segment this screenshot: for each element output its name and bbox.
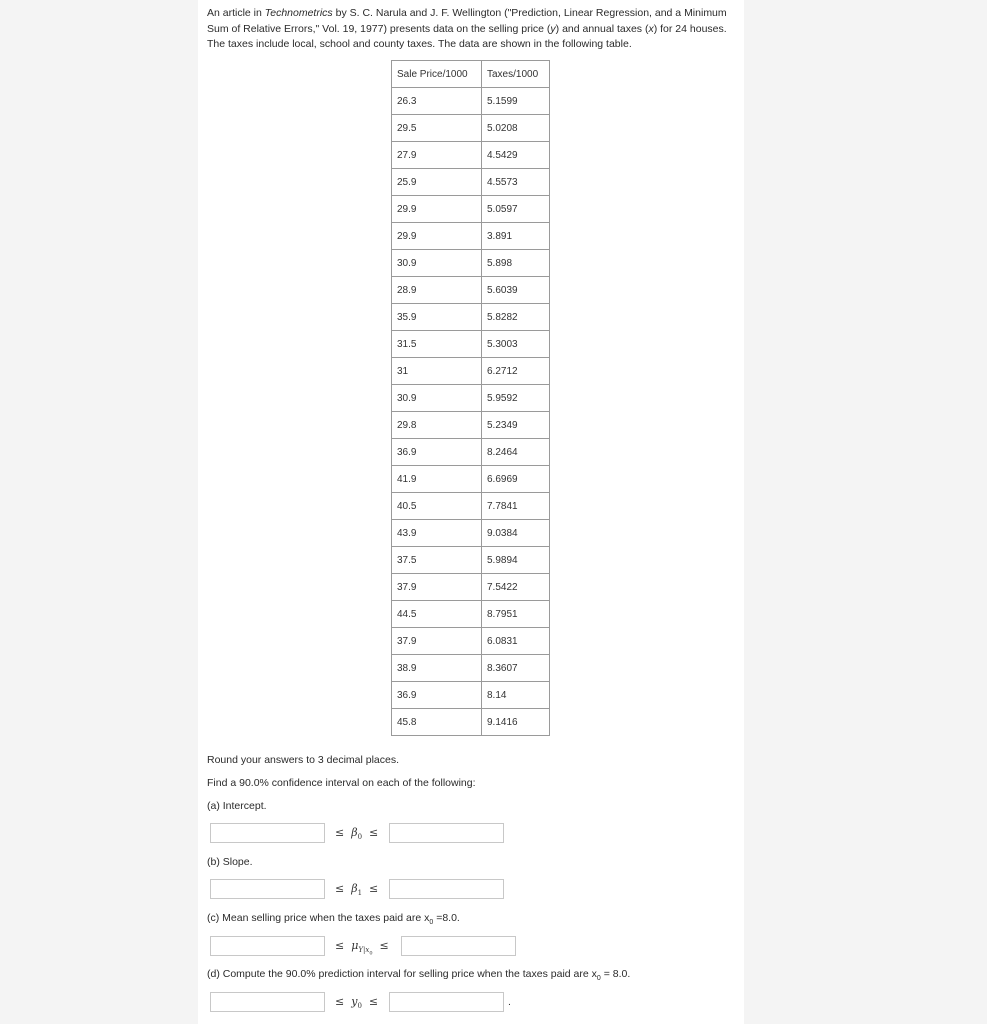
table-row <box>392 88 550 115</box>
table-row <box>392 115 550 142</box>
taxes-cell: 4.5573 <box>482 169 550 196</box>
table-row <box>392 412 550 439</box>
sale-price-cell: 40.5 <box>392 493 482 520</box>
taxes-cell: 6.6969 <box>482 466 550 493</box>
sale-price-cell: 41.9 <box>392 466 482 493</box>
le-symbol: ≤ <box>335 882 345 895</box>
table-row <box>392 709 550 736</box>
var-y: y <box>550 22 556 35</box>
part-c-label <box>207 912 460 926</box>
mu-subsubscript: 0 <box>369 950 373 957</box>
le-symbol: ≤ <box>379 939 389 952</box>
mu-subscript-text: Y|x <box>358 946 370 955</box>
part-a-label: (a) Intercept. <box>207 800 267 812</box>
sale-price-cell: 29.8 <box>392 412 482 439</box>
sale-price-cell: 31 <box>392 358 482 385</box>
prediction-upper-input[interactable] <box>389 992 504 1012</box>
taxes-cell: 4.5429 <box>482 142 550 169</box>
beta1-symbol: β <box>351 882 358 895</box>
part-b-label: (b) Slope. <box>207 856 253 868</box>
taxes-cell: 5.8282 <box>482 304 550 331</box>
taxes-cell: 5.9894 <box>482 547 550 574</box>
sale-price-cell: 36.9 <box>392 682 482 709</box>
table-row <box>392 277 550 304</box>
header-sale-price: Sale Price/1000 <box>392 61 482 88</box>
table-row <box>392 655 550 682</box>
y0-symbol: y <box>351 995 358 1008</box>
sale-price-cell: 37.9 <box>392 628 482 655</box>
taxes-cell: 7.5422 <box>482 574 550 601</box>
trailing-period: . <box>508 996 511 1008</box>
taxes-cell: 5.2349 <box>482 412 550 439</box>
sale-price-cell: 44.5 <box>392 601 482 628</box>
le-symbol: ≤ <box>335 826 345 839</box>
sale-price-cell: 29.5 <box>392 115 482 142</box>
table-row <box>392 385 550 412</box>
header-taxes: Taxes/1000 <box>482 61 550 88</box>
sale-price-cell: 37.5 <box>392 547 482 574</box>
taxes-cell: 8.14 <box>482 682 550 709</box>
intercept-inequality <box>335 826 378 841</box>
taxes-cell: 9.0384 <box>482 520 550 547</box>
taxes-cell: 8.7951 <box>482 601 550 628</box>
mu-subscript <box>358 946 373 957</box>
slope-upper-input[interactable] <box>389 879 504 899</box>
sale-price-cell: 28.9 <box>392 277 482 304</box>
taxes-cell: 5.3003 <box>482 331 550 358</box>
round-instruction: Round your answers to 3 decimal places. <box>207 754 400 766</box>
part-c-text: (c) Mean selling price when the taxes paid are x <box>207 912 430 924</box>
part-c-x-subscript: 0 <box>429 919 434 927</box>
intro-paragraph <box>207 6 737 53</box>
table-header-row <box>392 61 550 88</box>
problem-intro <box>207 6 737 53</box>
taxes-cell: 6.0831 <box>482 628 550 655</box>
part-d-text-end: = 8.0. <box>600 968 631 980</box>
intro-text-2: by S. C. Narula and J. F. Wellington ("Prediction, Linear Regression, and a Minimum Sum of Relative Errors," Vol. 19, 1977) presents data on the selling price ( <box>207 7 727 35</box>
prediction-inequality <box>335 995 378 1010</box>
table-row <box>392 466 550 493</box>
le-symbol: ≤ <box>369 826 379 839</box>
slope-inequality <box>335 882 378 897</box>
table-row <box>392 520 550 547</box>
taxes-cell: 7.7841 <box>482 493 550 520</box>
taxes-cell: 5.898 <box>482 250 550 277</box>
var-x: x <box>648 22 654 35</box>
taxes-cell: 8.2464 <box>482 439 550 466</box>
slope-lower-input[interactable] <box>210 879 325 899</box>
beta0-subscript: 0 <box>357 833 363 842</box>
intercept-upper-input[interactable] <box>389 823 504 843</box>
intro-text-4: ) for 24 houses. The taxes include local, school and county taxes. The data are shown in the following table. <box>207 22 727 50</box>
sale-price-cell: 29.9 <box>392 223 482 250</box>
taxes-cell: 5.0597 <box>482 196 550 223</box>
intro-text-1: An article in <box>207 7 265 19</box>
part-d-label <box>207 968 630 982</box>
table-row <box>392 169 550 196</box>
table-row <box>392 574 550 601</box>
taxes-cell: 5.1599 <box>482 88 550 115</box>
le-symbol: ≤ <box>368 995 379 1008</box>
table-row <box>392 439 550 466</box>
table-row <box>392 682 550 709</box>
sale-price-cell: 38.9 <box>392 655 482 682</box>
table-row <box>392 493 550 520</box>
table-row <box>392 358 550 385</box>
table-row <box>392 547 550 574</box>
table-row <box>392 250 550 277</box>
table-row <box>392 601 550 628</box>
table-body <box>392 88 550 736</box>
sale-price-cell: 29.9 <box>392 196 482 223</box>
prediction-lower-input[interactable] <box>210 992 325 1012</box>
data-table <box>391 60 550 736</box>
intro-text-3: ) and annual taxes ( <box>555 22 649 35</box>
sale-price-cell: 35.9 <box>392 304 482 331</box>
table-row <box>392 223 550 250</box>
part-c-text-end: =8.0. <box>433 912 460 924</box>
taxes-cell: 9.1416 <box>482 709 550 736</box>
part-d-x-subscript: 0 <box>596 975 601 983</box>
sale-price-cell: 43.9 <box>392 520 482 547</box>
taxes-cell: 3.891 <box>482 223 550 250</box>
taxes-cell: 5.9592 <box>482 385 550 412</box>
intercept-lower-input[interactable] <box>210 823 325 843</box>
mean-lower-input[interactable] <box>210 936 325 956</box>
y0-subscript: 0 <box>357 1002 362 1011</box>
taxes-cell: 5.6039 <box>482 277 550 304</box>
sale-price-cell: 26.3 <box>392 88 482 115</box>
beta1-subscript: 1 <box>357 889 363 898</box>
part-d-text: (d) Compute the 90.0% prediction interval for selling price when the taxes paid are x <box>207 968 597 980</box>
sale-price-cell: 30.9 <box>392 385 482 412</box>
taxes-cell: 8.3607 <box>482 655 550 682</box>
table-row <box>392 331 550 358</box>
table-row <box>392 304 550 331</box>
taxes-cell: 6.2712 <box>482 358 550 385</box>
table-row <box>392 628 550 655</box>
sale-price-cell: 31.5 <box>392 331 482 358</box>
find-instruction: Find a 90.0% confidence interval on each of the following: <box>207 777 476 789</box>
sale-price-cell: 25.9 <box>392 169 482 196</box>
sale-price-cell: 30.9 <box>392 250 482 277</box>
beta0-symbol: β <box>351 826 358 839</box>
sale-price-cell: 36.9 <box>392 439 482 466</box>
table-row <box>392 142 550 169</box>
sale-price-cell: 27.9 <box>392 142 482 169</box>
taxes-cell: 5.0208 <box>482 115 550 142</box>
journal-name: Technometrics <box>264 7 333 19</box>
sale-price-cell: 45.8 <box>392 709 482 736</box>
mean-upper-input[interactable] <box>401 936 516 956</box>
le-symbol: ≤ <box>335 995 345 1008</box>
mean-inequality <box>335 939 389 957</box>
table-row <box>392 196 550 223</box>
mu-symbol: μ <box>351 939 359 952</box>
le-symbol: ≤ <box>369 882 379 895</box>
le-symbol: ≤ <box>335 939 345 952</box>
sale-price-cell: 37.9 <box>392 574 482 601</box>
